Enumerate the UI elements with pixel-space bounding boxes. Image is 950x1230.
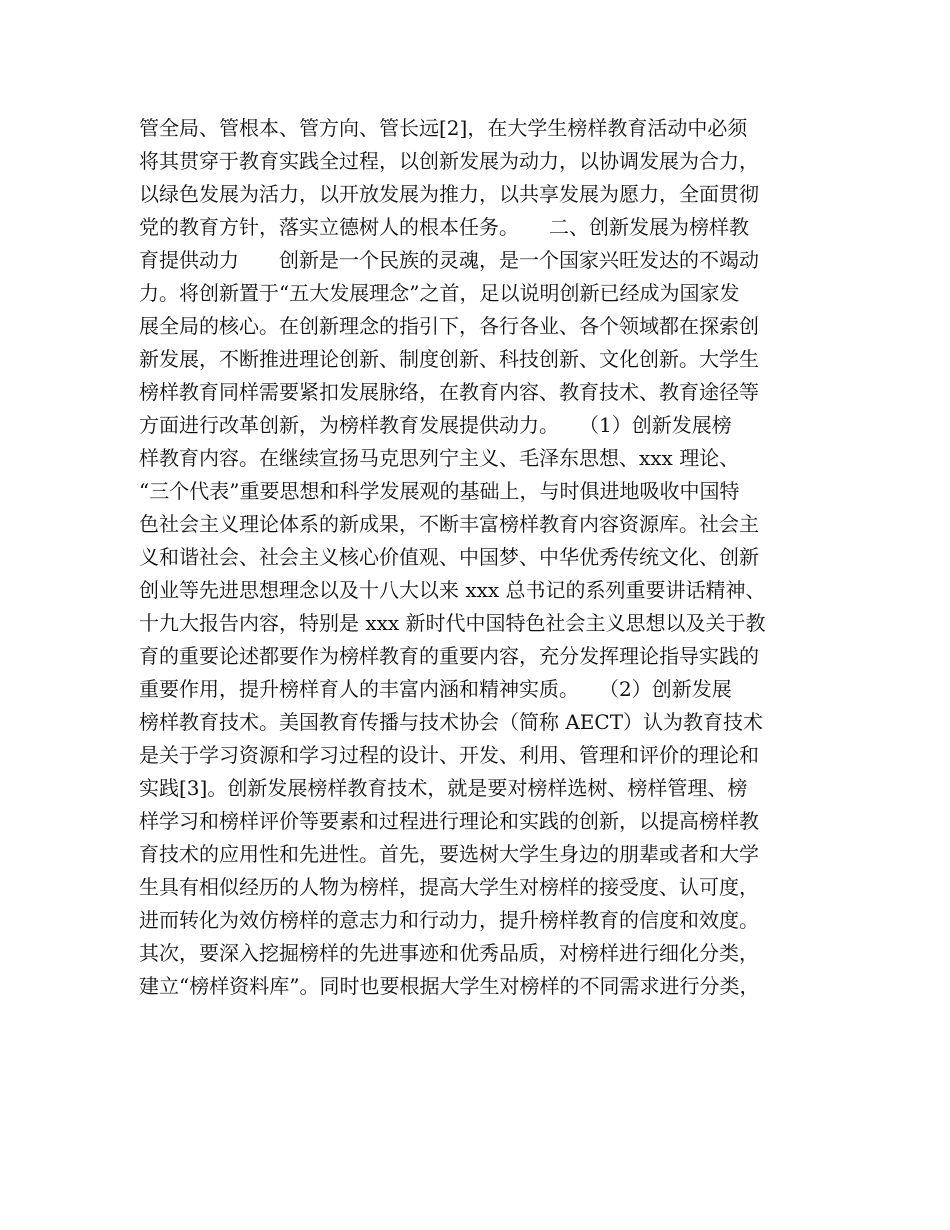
text-line: 样学习和榜样评价等要素和过程进行理论和实践的创新，以提高榜样教 (139, 809, 759, 833)
text-line: 样教育内容。在继续宣扬马克思列宁主义、毛泽东思想、xxx 理论、 (139, 446, 740, 470)
text-line: 十九大报告内容，特别是 xxx 新时代中国特色社会主义思想以及关于教 (139, 611, 766, 635)
text-line: 力。将创新置于“五大发展理念”之首，足以说明创新已经成为国家发 (139, 281, 740, 305)
text-line: 生具有相似经历的人物为榜样，提高大学生对榜样的接受度、认可度， (139, 875, 759, 899)
text-line: 义和谐社会、社会主义核心价值观、中国梦、中华优秀传统文化、创新 (139, 545, 759, 569)
text-line: 榜样教育同样需要紧扣发展脉络，在教育内容、教育技术、教育途径等 (139, 380, 759, 404)
text-line: 育提供动力 创新是一个民族的灵魂，是一个国家兴旺发达的不竭动 (139, 248, 759, 272)
text-line: 是关于学习资源和学习过程的设计、开发、利用、管理和评价的理论和 (139, 743, 759, 767)
text-line: 展全局的核心。在创新理念的指引下，各行各业、各个领域都在探索创 (139, 314, 759, 338)
text-line: 创业等先进思想理念以及十八大以来 xxx 总书记的系列重要讲话精神、 (139, 578, 766, 602)
text-line: 育技术的应用性和先进性。首先，要选树大学生身边的朋辈或者和大学 (139, 842, 759, 866)
text-line: 育的重要论述都要作为榜样教育的重要内容，充分发挥理论指导实践的 (139, 644, 759, 668)
text-line: 建立“榜样资料库”。同时也要根据大学生对榜样的不同需求进行分类， (139, 974, 760, 998)
text-line: 将其贯穿于教育实践全过程，以创新发展为动力，以协调发展为合力， (139, 149, 759, 173)
text-line: 色社会主义理论体系的新成果，不断丰富榜样教育内容资源库。社会主 (139, 512, 759, 536)
text-line: 进而转化为效仿榜样的意志力和行动力，提升榜样教育的信度和效度。 (139, 908, 759, 932)
text-line: 以绿色发展为活力，以开放发展为推力，以共享发展为愿力，全面贯彻 (139, 182, 759, 206)
text-line: “三个代表”重要思想和科学发展观的基础上，与时俱进地吸收中国特 (139, 479, 740, 503)
text-line: 其次，要深入挖掘榜样的先进事迹和优秀品质，对榜样进行细化分类， (139, 941, 759, 965)
text-line: 管全局、管根本、管方向、管长远[2]，在大学生榜样教育活动中必须 (139, 116, 748, 140)
text-line: 重要作用，提升榜样育人的丰富内涵和精神实质。 （2）创新发展 (139, 677, 732, 701)
text-line: 党的教育方针，落实立德树人的根本任务。 二、创新发展为榜样教 (139, 215, 749, 239)
text-line: 方面进行改革创新，为榜样教育发展提供动力。 （1）创新发展榜 (139, 413, 732, 437)
body-text (139, 112, 829, 1003)
text-line: 新发展，不断推进理论创新、制度创新、科技创新、文化创新。大学生 (139, 347, 759, 371)
text-line: 榜样教育技术。美国教育传播与技术协会（简称 AECT）认为教育技术 (139, 710, 764, 734)
text-line: 实践[3]。创新发展榜样教育技术，就是要对榜样选树、榜样管理、榜 (139, 776, 748, 800)
